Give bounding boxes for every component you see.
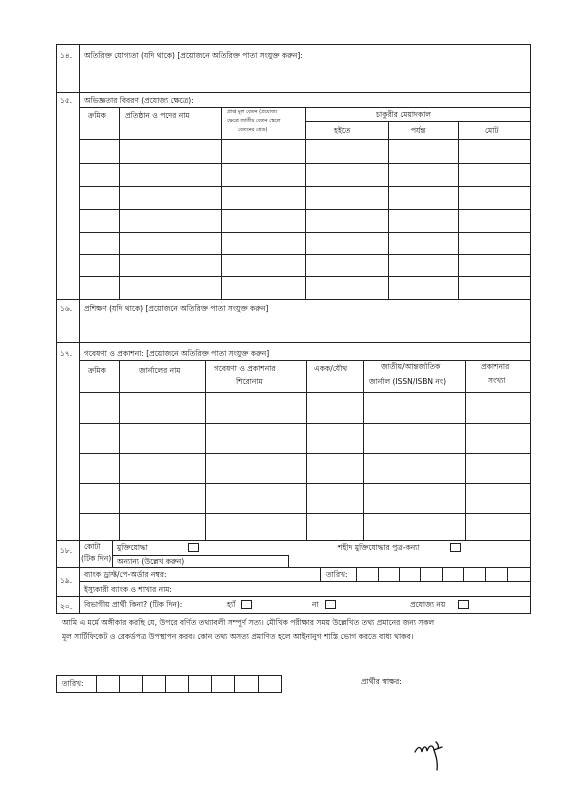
handwritten-signature [412,730,452,775]
col-title-header-2: শিরোনাম [236,377,263,386]
col-count-header-1: প্রকাশনার [481,362,510,371]
footer-date-label: তারিখ: [62,679,84,688]
departmental-candidate-label: বিভাগীয় প্রার্থী কিনা? (টিক দিন): [84,600,183,609]
bank-draft-number-field[interactable] [200,568,320,580]
section-20-number: ২০. [60,602,73,611]
table-row[interactable] [80,424,530,453]
no-checkbox[interactable] [325,600,336,609]
col-total-header: মোট [485,126,499,135]
section-15-number: ১৫. [60,96,73,105]
section-18-number: ১৮. [60,546,73,555]
table-row[interactable] [80,255,530,276]
col-to-header: পর্যন্ত [411,126,426,135]
col-journal-header: জার্নালের নাম [139,366,181,375]
table-row[interactable] [80,277,530,299]
table-row[interactable] [80,484,530,513]
section-16-number: ১৬. [60,304,73,313]
col-natl-header-1: জাতীয়/আন্তর্জাতিক [381,362,441,371]
col-duration-header: চাকুরীর মেয়াদকাল [376,110,432,119]
section-19-number: ১৯. [60,576,73,585]
col-salary-header-3: বেতনের গ্রেড) [238,127,268,133]
section-14-number: ১৪. [60,51,73,60]
section-16-label: প্রশিক্ষণ (যদি থাকে) [প্রয়োজনে অতিরিক্ত পাতা সংযুক্ত করুন] [84,304,269,313]
table-row[interactable] [80,210,530,232]
other-quota-field[interactable] [180,556,288,567]
not-applicable-label: প্রযোজ্য নয় [410,600,446,609]
declaration-line-2: মূল সার্টিফিকেট ও রেকর্ডপত্র উপস্থাপন করব। কোন তথ্য অসত্য প্রমাণিত হলে আইনানুগ শাস্তি ভোগ করতে বাধ্য থাকব। [62,632,414,641]
table-row[interactable] [80,514,530,540]
table-row[interactable] [80,187,530,209]
col-salary-header-1: প্রাপ্ত মূল বেতন (প্রযোজ্য [227,109,278,115]
issuing-bank-field[interactable] [210,582,530,595]
candidate-signature-label: প্রার্থীর স্বাক্ষর: [361,677,402,686]
section-17-label: গবেষণা ও প্রকাশনা: [প্রয়োজনে অতিরিক্ত পাতা সংযুক্ত করুন] [84,349,270,358]
additional-qualification-field[interactable] [80,62,530,92]
training-field[interactable] [80,316,530,342]
footer-date-box[interactable] [56,675,282,693]
col-serial-header: ক্রমিক [88,111,106,120]
martyr-child-checkbox[interactable] [450,543,461,552]
table-row[interactable] [80,164,530,186]
col-count-header-2: সংখ্যা [488,376,506,385]
freedom-fighter-checkbox[interactable] [188,543,199,552]
draft-date-label: তারিখ: [326,570,348,579]
issuing-bank-label: ইস্যুকারী ব্যাংক ও শাখার নাম: [84,585,172,594]
yes-label: হ্যাঁ [227,600,236,609]
no-label: না [312,600,319,609]
col-salary-header-2: ক্ষেত্রে জাতীয় বেতন স্কেলে [227,118,281,124]
not-applicable-checkbox[interactable] [458,600,469,609]
col-serial-header: ক্রমিক [88,366,106,375]
col-single-header: একক/যৌথ [314,364,348,373]
section-14-label: অতিরিক্ত যোগ্যতা (যদি থাকে) [প্রয়োজনে অতিরিক্ত পাতা সংযুক্ত করুন]: [84,51,303,60]
table-row[interactable] [80,454,530,483]
freedom-fighter-label: মুক্তিযোদ্ধা [117,543,148,552]
col-natl-header-2: জার্নাল (ISSN/ISBN নং) [369,377,447,386]
col-org-header: প্রতিষ্ঠান ও পদের নাম [125,111,190,120]
table-row[interactable] [80,233,530,254]
candidate-signature-field[interactable] [430,672,530,692]
col-from-header: হইতে [334,126,351,135]
section-18-label: কোটা [84,542,101,551]
table-row[interactable] [80,393,530,423]
martyr-child-label: শহীদ মুক্তিযোদ্ধার পুত্র-কন্যা [338,543,420,552]
other-quota-label: অন্যান্য (উল্লেখ করুন) [117,557,185,566]
yes-checkbox[interactable] [241,600,252,609]
table-row[interactable] [80,140,530,163]
declaration-line-1: আমি এ মর্মে অঙ্গীকার করছি যে, উপরে বর্ণিত তথ্যাবলী সম্পূর্ণ সত্য। মৌখিক পরীক্ষার সময় উল্লেখিত তথ্য প্রমানের জন্য সকল [62,618,435,627]
section-18-label-hint: (টিক দিন) [81,554,112,563]
section-15-label: অভিজ্ঞতার বিবরণ (প্রযোজ্য ক্ষেত্রে): [84,96,194,105]
col-title-header-1: গবেষণা ও প্রকাশনার [214,364,276,373]
section-17-number: ১৭. [60,349,73,358]
bank-draft-label: ব্যাংক ড্রাফ্ট/পে-অর্ডার নম্বর: [84,570,167,579]
